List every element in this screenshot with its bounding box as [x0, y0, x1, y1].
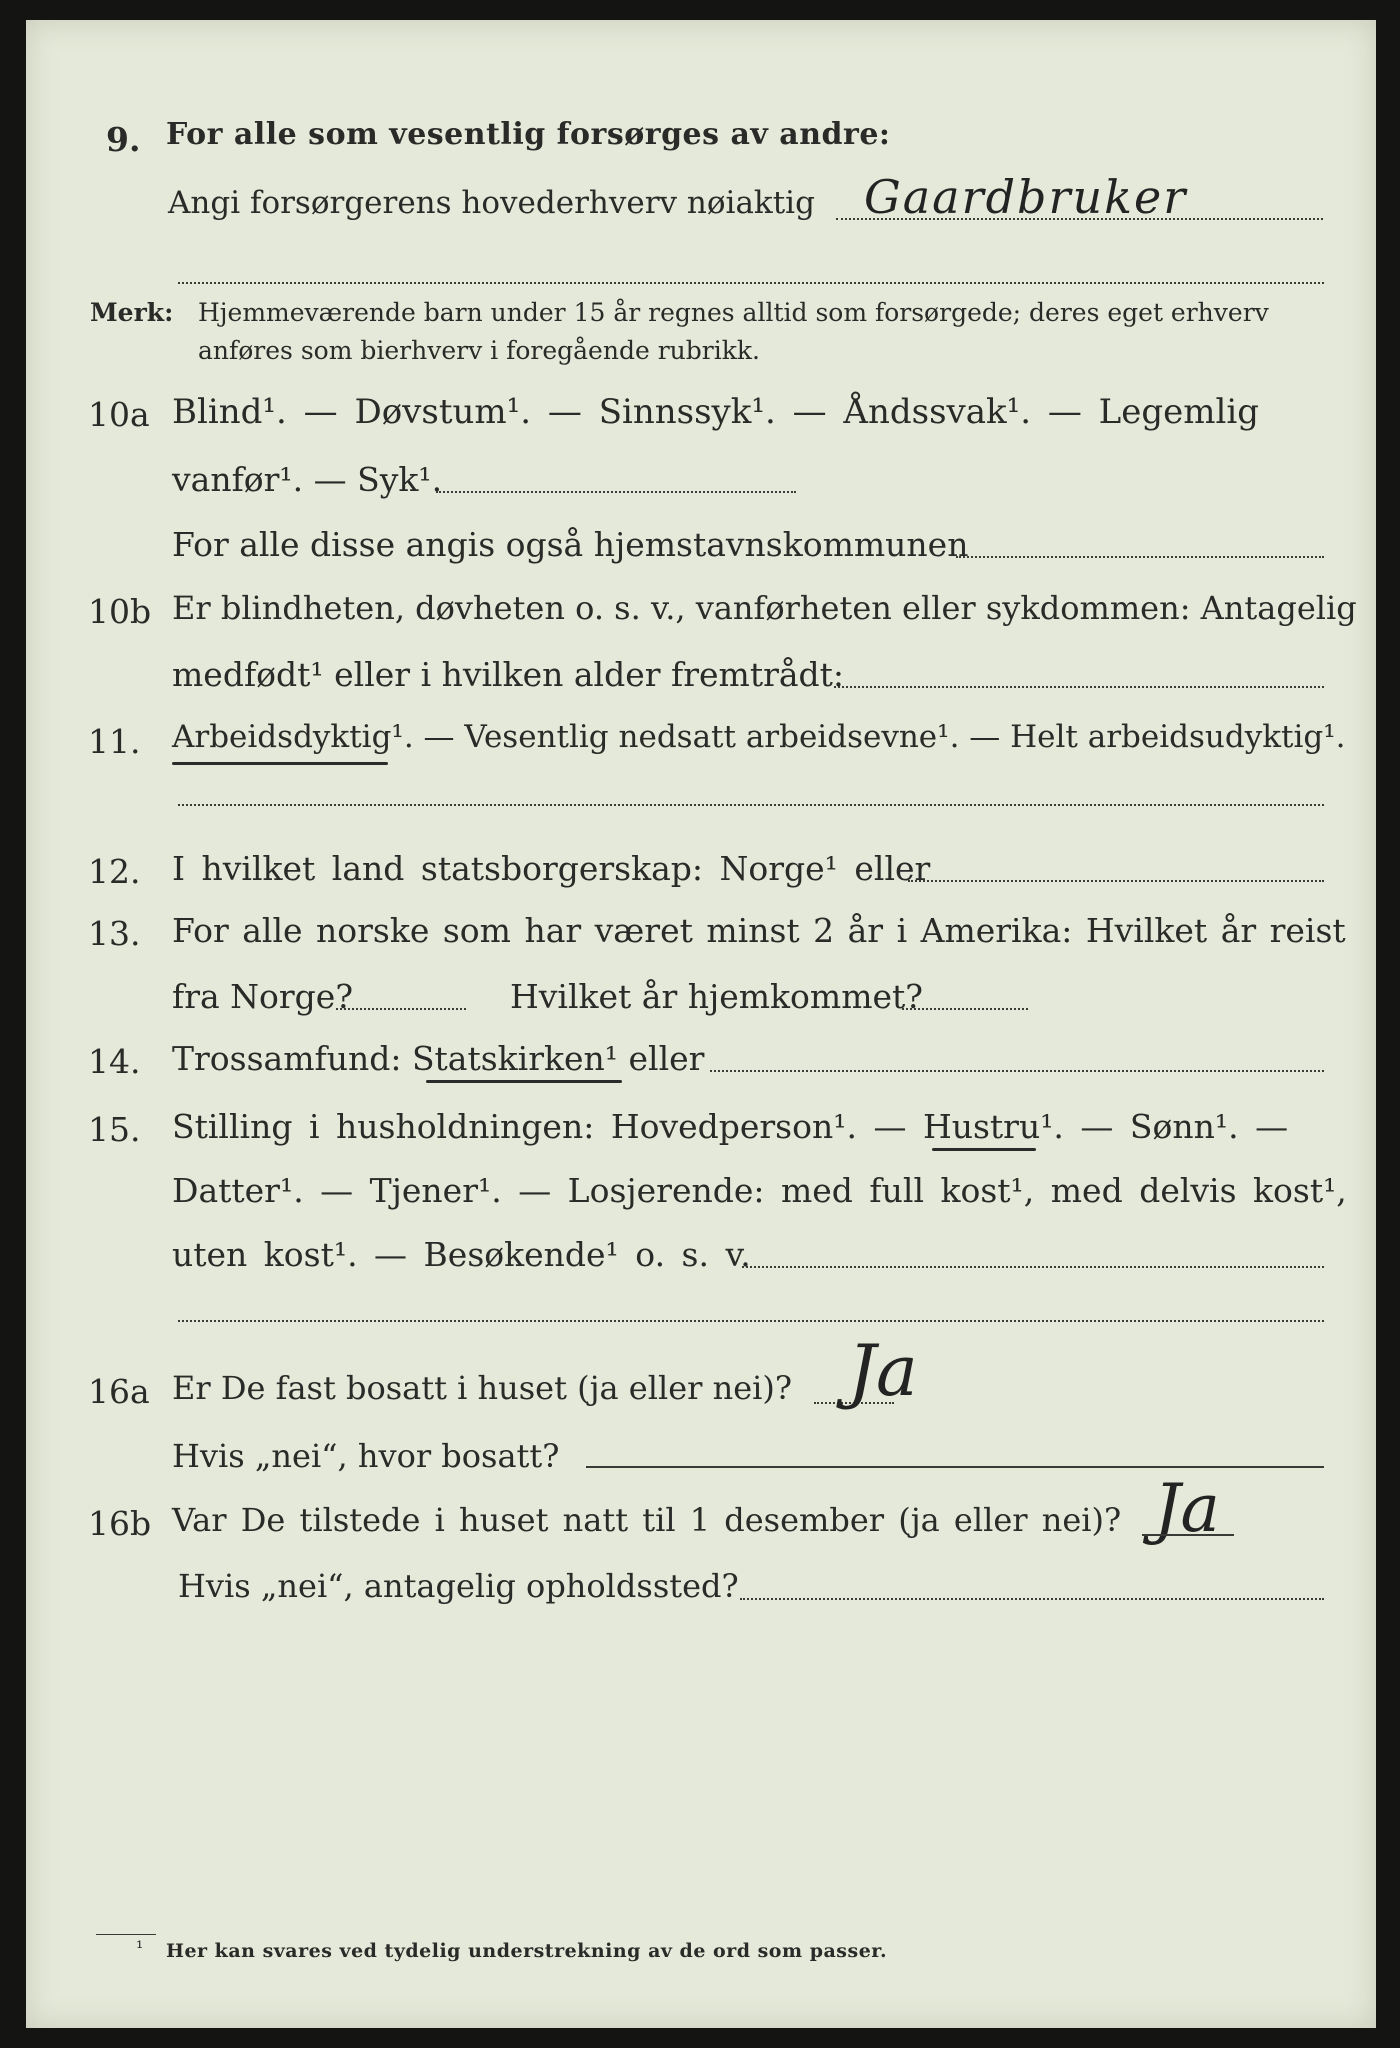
q16b-handwritten-answer: Ja — [1154, 1470, 1220, 1547]
q10a-line3: For alle disse angis også hjemstavnskommunen — [172, 525, 969, 564]
q15-answer-line — [742, 1266, 1324, 1268]
q16b-line1: Var De tilstede i huset natt til 1 desember (ja eller nei)? — [172, 1501, 1122, 1539]
q13-line2b: Hvilket år hjemkommet? — [510, 977, 923, 1016]
q14-answer-line — [710, 1070, 1324, 1072]
q11-arbeidsdyktig-underline — [172, 762, 388, 765]
merk-line2: anføres som bierhverv i foregående rubrikk. — [198, 336, 760, 365]
q16a-line2: Hvis „nei“, hvor bosatt? — [172, 1437, 560, 1475]
q10a-syk-line — [436, 491, 796, 493]
q10b-line1: Er blindheten, døvheten o. s. v., vanførheten eller sykdommen: Antagelig — [172, 589, 1357, 627]
q13-line1: For alle norske som har været minst 2 år i Amerika: Hvilket år reist — [172, 911, 1346, 950]
q10a-line1: Blind¹. — Døvstum¹. — Sinnssyk¹. — Åndssvak¹. — Legemlig — [172, 392, 1259, 432]
q16b-answer-line — [1142, 1534, 1234, 1536]
q10b-answer-line — [834, 686, 1324, 688]
q9-number: 9. — [106, 120, 141, 159]
q11-number: 11. — [88, 722, 141, 761]
q13-reist-line — [336, 1008, 466, 1010]
q13-line2a: fra Norge? — [172, 977, 354, 1016]
q12-answer-line — [908, 880, 1324, 882]
q11-extra-line — [178, 804, 1324, 806]
merk-label: Merk: — [90, 298, 174, 327]
q10a-number: 10a — [88, 395, 150, 434]
q10a-line2: vanfør¹. — Syk¹. — [172, 460, 443, 499]
q16a-bosatt-line — [586, 1466, 1324, 1468]
q16a-number: 16a — [88, 1372, 150, 1411]
q14-line1: Trossamfund: Statskirken¹ eller — [172, 1039, 705, 1078]
q14-statskirken-underline — [426, 1080, 622, 1083]
footnote-mark: ¹ — [136, 1938, 144, 1959]
q15-line2: Datter¹. — Tjener¹. — Losjerende: med full kost¹, med delvis kost¹, — [172, 1171, 1347, 1210]
q15-extra-line — [178, 1320, 1324, 1322]
q14-number: 14. — [88, 1042, 141, 1081]
q13-number: 13. — [88, 914, 141, 953]
merk-line1: Hjemmeværende barn under 15 år regnes alltid som forsørgede; deres eget erhverv — [198, 298, 1269, 327]
q10b-number: 10b — [88, 592, 152, 631]
q16b-line2: Hvis „nei“, antagelig opholdssted? — [178, 1567, 739, 1605]
q16a-handwritten-answer: Ja — [848, 1330, 918, 1412]
q9-line1: For alle som vesentlig forsørges av andre: — [166, 117, 891, 152]
footnote-text: Her kan svares ved tydelig understrekning av de ord som passer. — [166, 1940, 888, 1962]
q16b-opholdssted-line — [740, 1598, 1324, 1600]
q15-number: 15. — [88, 1110, 141, 1149]
footnote-rule — [96, 1934, 156, 1935]
q9-line2: Angi forsørgerens hovederhverv nøiaktig — [168, 185, 815, 221]
q13-hjemkommet-line — [902, 1008, 1028, 1010]
q16a-line1: Er De fast bosatt i huset (ja eller nei)? — [172, 1369, 793, 1407]
q16b-number: 16b — [88, 1504, 152, 1543]
q15-line3: uten kost¹. — Besøkende¹ o. s. v. — [172, 1235, 751, 1274]
q10b-line2: medfødt¹ eller i hvilken alder fremtrådt: — [172, 655, 845, 694]
q12-number: 12. — [88, 852, 141, 891]
q10a-hjemstavn-line — [956, 556, 1324, 558]
q9-handwritten-answer: Gaardbruker — [864, 170, 1188, 224]
q15-line1: Stilling i husholdningen: Hovedperson¹. — Hustru¹. — Sønn¹. — — [172, 1107, 1289, 1146]
q9-extra-line — [178, 282, 1324, 284]
q12-line1: I hvilket land statsborgerskap: Norge¹ eller — [172, 849, 931, 888]
q15-hustru-underline — [932, 1148, 1036, 1151]
census-form-page — [26, 20, 1376, 2028]
q11-line1: Arbeidsdyktig¹. — Vesentlig nedsatt arbeidsevne¹. — Helt arbeidsudyktig¹. — [172, 719, 1346, 755]
